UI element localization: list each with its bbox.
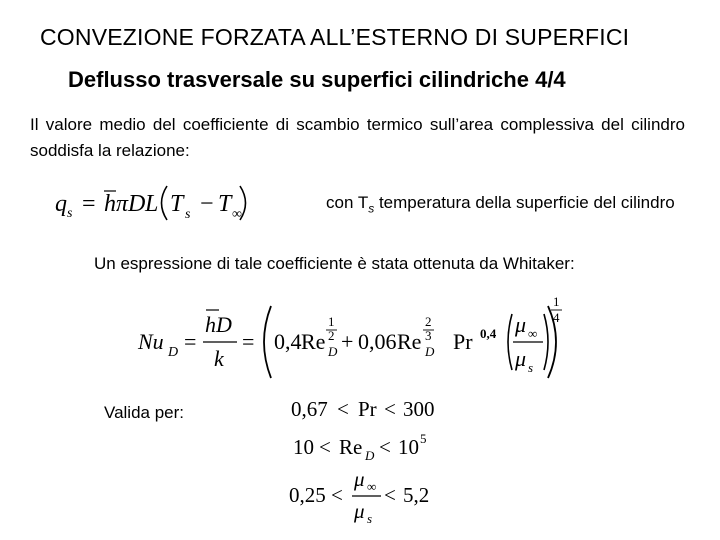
validity-conditions <box>285 392 445 532</box>
eq-q: q <box>55 191 67 217</box>
re-1-sub: D <box>328 344 338 359</box>
cond-1-low: 0,67 <box>291 397 328 421</box>
cond-3-mu-den: μ <box>354 499 365 523</box>
cond-2-re: Re <box>339 435 363 459</box>
cond-3-den-sub: s <box>367 511 373 526</box>
cond-3-lt2: < <box>384 483 396 507</box>
mu-num-sub: ∞ <box>528 326 538 341</box>
re-2-sub: D <box>425 344 435 359</box>
cond-1-high: 300 <box>403 397 435 421</box>
equals-2: = <box>242 329 255 354</box>
cond-1-lt1: < <box>337 397 349 421</box>
outer-exp-num: 1 <box>553 294 560 309</box>
eq-minus: − <box>200 191 214 217</box>
mu-num: μ <box>515 312 527 337</box>
left-paren <box>162 186 168 220</box>
whitaker-equation <box>135 292 575 382</box>
re-1-exp-den: 2 <box>328 328 335 343</box>
nu-sub: D <box>168 345 179 360</box>
cond-2-exp: 5 <box>420 431 427 446</box>
big-left-paren <box>264 306 271 378</box>
mu-den: μ <box>515 346 527 371</box>
ts-note: con $T_s$ temperatura della superficie del cilindro <box>326 193 675 216</box>
equals-1: = <box>184 329 197 354</box>
eq-Ts: T <box>170 191 184 217</box>
cond-2-low: 10 <box>293 435 314 459</box>
eq-h: h <box>104 191 116 217</box>
eq-L: L <box>145 191 159 217</box>
pr-exp: 0,4 <box>480 326 497 341</box>
cond-2-lt1: < <box>319 435 331 459</box>
outer-exp-den: 4 <box>553 310 560 325</box>
cond-3-low: 0,25 <box>289 483 326 507</box>
re-1: Re <box>301 329 326 354</box>
eq-pi: π <box>116 191 129 217</box>
cond-3-mu-num: μ <box>354 467 365 491</box>
intro-paragraph: Il valore medio del coefficiente di scambio termico sull’area complessiva del cilindro soddisfa la relazione: <box>30 115 685 160</box>
eq-Tinf-sub: ∞ <box>232 207 242 222</box>
eq-D: D <box>128 191 146 217</box>
eq-equals: = <box>82 191 96 217</box>
cond-3-num-sub: ∞ <box>367 479 377 494</box>
hD: hD <box>205 312 232 337</box>
mu-left-paren <box>508 314 512 370</box>
validity-label: Valida per: <box>104 403 185 422</box>
mu-den-sub: s <box>528 360 534 375</box>
coef-1: 0,4 <box>274 329 302 354</box>
cond-1-lt2: < <box>384 397 396 421</box>
re-2: Re <box>397 329 422 354</box>
slide-subtitle: Deflusso trasversale su superfici cilindriche 4/4 <box>68 67 566 92</box>
mu-right-paren <box>544 314 548 370</box>
k: k <box>214 346 224 371</box>
eq-Tinf: T <box>218 191 232 217</box>
eq-q-sub: s <box>67 206 73 221</box>
whitaker-text: Un espressione di tale coefficiente è stata ottenuta da Whitaker: <box>94 254 575 273</box>
plus: + <box>341 329 354 354</box>
cond-3-high: 5,2 <box>403 483 430 507</box>
cond-3-lt1: < <box>331 483 343 507</box>
re-2-exp-den: 3 <box>425 328 432 343</box>
heat-flux-equation <box>50 178 250 228</box>
slide-title: CONVEZIONE FORZATA ALL’ESTERNO DI SUPERFICI <box>40 24 630 50</box>
cond-2-sub: D <box>365 448 375 463</box>
coef-2: 0,06 <box>358 329 397 354</box>
eq-Ts-sub: s <box>185 207 191 222</box>
cond-1-pr: Pr <box>358 397 377 421</box>
pr: Pr <box>453 329 473 354</box>
cond-2-lt2: < <box>379 435 391 459</box>
cond-2-high: 10 <box>398 435 419 459</box>
nu-label: Nu <box>138 329 164 354</box>
re-1-exp-num: 1 <box>328 314 335 329</box>
re-2-exp-num: 2 <box>425 314 432 329</box>
